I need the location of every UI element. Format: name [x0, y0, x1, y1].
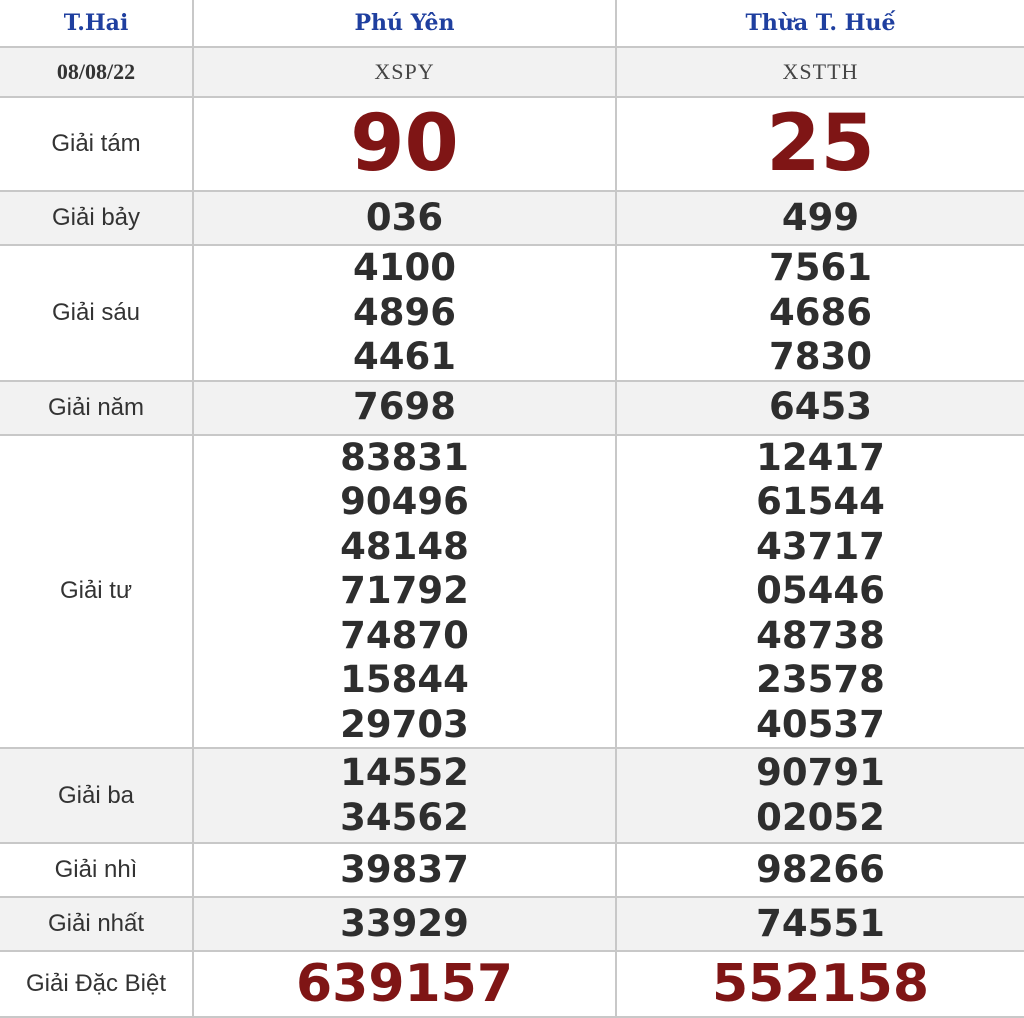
prize-row	[0, 897, 1024, 951]
prize-number: 4896	[353, 290, 456, 334]
prize-number: 4686	[769, 290, 872, 334]
special-prize-number: 639157	[295, 954, 514, 1014]
prize-number-list	[617, 848, 1024, 893]
prize-number: 12417	[756, 435, 885, 479]
prize-number-list	[194, 751, 615, 840]
province-header-phu-yen[interactable]	[193, 0, 616, 47]
prize-numbers-cell	[616, 435, 1024, 749]
prize-numbers-cell	[616, 191, 1024, 245]
prize-row	[0, 191, 1024, 245]
prize-numbers-cell	[616, 381, 1024, 435]
prize-number: 25	[766, 99, 875, 189]
prize-row	[0, 843, 1024, 897]
prize-number: 7561	[769, 246, 872, 289]
prize-number-list	[194, 196, 615, 241]
prize-number-list	[617, 751, 1024, 840]
prize-numbers-cell	[193, 843, 616, 897]
prize-label-cell	[0, 97, 193, 191]
draw-date: 08/08/22	[56, 59, 136, 84]
prize-label: Giải bảy	[51, 204, 141, 231]
prize-label-cell	[0, 245, 193, 381]
prize-number-list	[194, 385, 615, 430]
prize-number: 90791	[756, 751, 885, 794]
day-cell	[0, 0, 193, 47]
province-header-thua-thien-hue[interactable]	[616, 0, 1024, 47]
prize-numbers-cell	[193, 97, 616, 191]
prize-number-list	[194, 98, 615, 190]
prize-row	[0, 435, 1024, 749]
prize-number: 48738	[756, 613, 885, 657]
prize-number: 7830	[769, 335, 872, 378]
prize-number: 74551	[756, 901, 885, 945]
prize-row	[0, 97, 1024, 191]
prize-number: 05446	[756, 569, 885, 612]
prize-numbers-cell	[193, 435, 616, 749]
subheader-row	[0, 47, 1024, 97]
prize-row	[0, 748, 1024, 843]
prize-number-list	[617, 902, 1024, 947]
prize-number: 39837	[340, 847, 469, 891]
prize-label: Giải năm	[47, 393, 145, 421]
prize-number: 43717	[756, 524, 885, 568]
prize-number: 14552	[340, 751, 469, 794]
prize-number: 02052	[756, 795, 885, 839]
prize-number: 15844	[340, 658, 469, 701]
prize-number: 036	[365, 195, 444, 239]
lottery-code: XSTTH	[782, 59, 859, 84]
prize-number: 33929	[340, 901, 469, 945]
prize-number: 98266	[756, 847, 885, 891]
prize-number-list	[194, 848, 615, 893]
prize-label: Giải Đặc Biệt	[25, 970, 167, 997]
prize-numbers-cell	[193, 191, 616, 245]
prize-number-list	[617, 436, 1024, 748]
prize-row	[0, 381, 1024, 435]
prize-label-cell	[0, 381, 193, 435]
prize-label-cell	[0, 435, 193, 749]
prize-number-list	[617, 196, 1024, 241]
prize-number: 71792	[340, 569, 469, 612]
prize-number: 7698	[353, 385, 456, 429]
prize-number: 23578	[756, 658, 885, 701]
prize-label-cell	[0, 191, 193, 245]
prize-numbers-cell	[193, 245, 616, 381]
prize-label-cell	[0, 843, 193, 897]
prize-numbers-cell	[616, 97, 1024, 191]
prize-number: 74870	[340, 613, 469, 657]
prize-number: 90	[350, 99, 459, 189]
day-label: T.Hai	[63, 10, 129, 36]
prize-number: 34562	[340, 795, 469, 839]
prize-label: Giải nhất	[47, 910, 145, 937]
prize-number: 40537	[756, 702, 885, 746]
prize-numbers-cell	[616, 748, 1024, 843]
lottery-code: XSPY	[374, 59, 435, 84]
prize-number: 6453	[769, 385, 872, 429]
prize-label: Giải tư	[59, 577, 133, 605]
province-name[interactable]: Phú Yên	[354, 10, 455, 36]
prize-number: 83831	[340, 435, 469, 479]
date-cell	[0, 47, 193, 97]
prize-number-list	[194, 902, 615, 947]
special-prize-number: 552158	[711, 954, 930, 1014]
prize-number: 4100	[353, 246, 456, 289]
prize-number: 4461	[353, 335, 456, 378]
prize-numbers-cell	[616, 897, 1024, 951]
prize-number: 499	[781, 195, 860, 239]
prize-numbers-cell	[616, 245, 1024, 381]
prize-number-list	[194, 436, 615, 748]
prize-label: Giải ba	[57, 781, 135, 809]
prize-label-cell	[0, 748, 193, 843]
header-row	[0, 0, 1024, 47]
prize-label: Giải sáu	[51, 298, 141, 326]
prize-label-cell	[0, 897, 193, 951]
prize-number-list	[194, 952, 615, 1016]
prize-label-cell	[0, 951, 193, 1017]
prize-numbers-cell	[193, 381, 616, 435]
prize-number-list	[617, 246, 1024, 380]
prize-row	[0, 245, 1024, 381]
prize-numbers-cell	[193, 951, 616, 1017]
prize-number-list	[617, 98, 1024, 190]
prize-numbers-cell	[616, 843, 1024, 897]
prize-number: 90496	[340, 480, 469, 523]
prize-numbers-cell	[193, 897, 616, 951]
prize-number-list	[194, 246, 615, 380]
prize-number: 48148	[340, 524, 469, 568]
prize-label: Giải tám	[51, 130, 141, 157]
prize-number: 61544	[756, 480, 885, 523]
code-cell	[193, 47, 616, 97]
prize-number-list	[617, 952, 1024, 1016]
prize-numbers-cell	[616, 951, 1024, 1017]
prize-label: Giải nhì	[54, 856, 138, 883]
prize-number-list	[617, 385, 1024, 430]
province-name[interactable]: Thừa T. Huế	[745, 10, 896, 36]
prize-number: 29703	[340, 702, 469, 746]
prize-row	[0, 951, 1024, 1017]
prize-numbers-cell	[193, 748, 616, 843]
code-cell	[616, 47, 1024, 97]
